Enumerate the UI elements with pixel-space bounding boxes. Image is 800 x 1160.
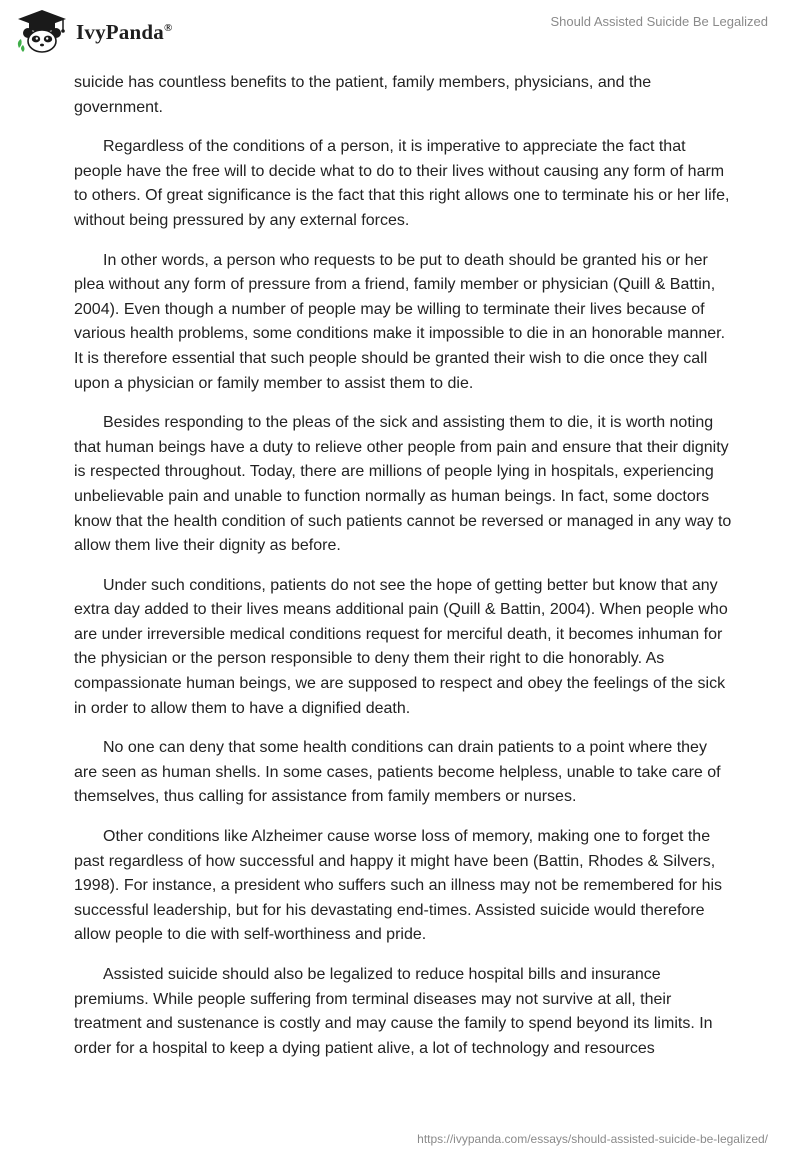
panda-mascot-icon <box>14 8 70 54</box>
paragraph: No one can deny that some health conditions can drain patients to a point where they are seen as human shells. In some cases, patients become helpless, unable to take care of themselves, thus calling for assistance from family members or nurses. <box>74 739 721 806</box>
paragraph: Assisted suicide should also be legalized to reduce hospital bills and insurance premiums. While people suffering from terminal diseases may not survive at all, their treatment and sustenance is costly and may cause the family to spend beyond its limits. In order for a hospital to keep a dying patient alive, a lot of technology and resources <box>74 966 713 1057</box>
paragraph: Besides responding to the pleas of the sick and assisting them to die, it is worth noting that human beings have a duty to relieve other people from pain and ensure that their dignity is respected throughout. Today, there are millions of people lying in hospitals, experiencing unbelievable pain and unable to function normally as human beings. In fact, some doctors know that the health condition of such patients cannot be reversed or managed in any way to allow them live their dignity as before. <box>74 414 732 555</box>
paragraph: suicide has countless benefits to the patient, family members, physicians, and the government. <box>74 74 652 116</box>
ivypanda-logo[interactable] <box>14 8 172 54</box>
essay-body <box>74 71 734 1076</box>
registered-mark: ® <box>163 21 173 34</box>
paragraph: Other conditions like Alzheimer cause worse loss of memory, making one to forget the past regardless of how successful and happy it might have been (Battin, Rhodes & Silvers, 1998). For instance, a president who suffers such an illness may not be remembered for his successful leadership, but for his devastating end-times. Assisted suicide would therefore allow people to die with self-worthiness and pride. <box>74 828 723 944</box>
paragraph: Under such conditions, patients do not see the hope of getting better but know that any extra day added to their lives means additional pain (Quill & Battin, 2004). When people who are under irreversible medical conditions request for merciful death, it becomes inhuman for the physician or the person responsible to deny them their right to die honorably. As compassionate human beings, we are supposed to respect and obey the feelings of the sick in order to allow them to have a dignified death. <box>74 576 728 717</box>
source-url-link[interactable]: https://ivypanda.com/essays/should-assisted-suicide-be-legalized/ <box>417 1132 768 1146</box>
page-header <box>0 0 800 70</box>
document-title: Should Assisted Suicide Be Legalized <box>550 14 768 29</box>
paragraph: In other words, a person who requests to be put to death should be granted his or her plea without any form of pressure from a friend, family member or physician (Quill & Battin, 2004). Even though a number of people may be willing to terminate their lives because of various health problems, some conditions make it impossible to die in an honorable manner. It is therefore essential that such people should be granted their wish to die once they call upon a physician or family member to assist them to die. <box>74 251 726 392</box>
paragraph: Regardless of the conditions of a person, it is imperative to appreciate the fact that people have the free will to decide what to do to their lives without causing any form of harm to others. Of great significance is the fact that this right allows one to terminate his or her life, without being pressured by any external forces. <box>74 138 730 229</box>
brand-name: IvyPanda® <box>76 19 173 44</box>
